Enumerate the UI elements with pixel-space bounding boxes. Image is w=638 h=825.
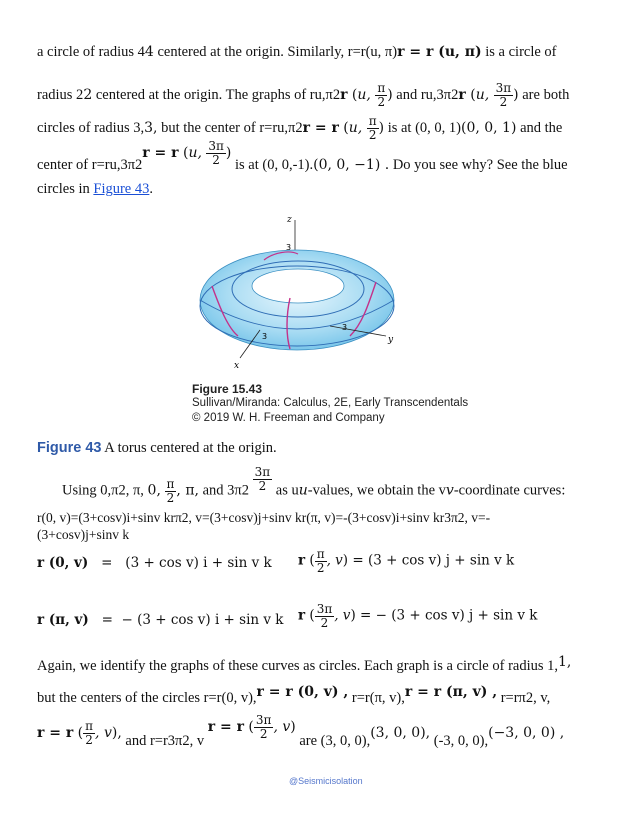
figure-credit-line: Sullivan/Miranda: Calculus, 2E, Early Transcendentals: [192, 397, 469, 409]
y-tick-label: 3: [342, 323, 348, 332]
text: circles in: [37, 181, 94, 197]
math: 3,: [144, 120, 158, 137]
fraction: $\frac{3\pi}{2}$: [316, 602, 333, 630]
text: (-3, 0, 0),: [430, 733, 489, 750]
math: r = r (0, v) ,: [256, 684, 349, 700]
equation-3: r (π, v) = − (3 + cos v) i + sin v k: [37, 612, 284, 628]
math: u: [298, 482, 308, 499]
text: and the: [516, 120, 563, 137]
math: u,: [188, 145, 202, 162]
math: r = r: [142, 145, 179, 162]
math: v: [445, 482, 454, 499]
text: radius 2: [37, 87, 84, 104]
math: r = r: [207, 719, 244, 736]
text: Using 0,π2, π,: [62, 482, 144, 499]
text: r=r(π, v),: [348, 690, 405, 706]
text: -values, we obtain the v: [307, 482, 446, 499]
text: -coordinate curves:: [453, 482, 566, 499]
text: but the center of r=ru,π2: [157, 120, 303, 137]
fraction: $\frac{3\pi}{2}$: [495, 81, 512, 109]
equation-1: r (0, v) = (3 + cos v) i + sin v k: [37, 555, 272, 571]
text: and 3π2: [198, 482, 253, 499]
math: , π,: [176, 482, 199, 499]
text: r=rπ2, v,: [497, 690, 551, 706]
text-line: center of r=ru,3π2r = r (u, $\frac{3\pi}{2}$ ) is at (0, 0,-1).(0, 0, −1) . Do you see why? See the blue: [37, 139, 568, 174]
torus-hole: [252, 269, 344, 303]
fraction: $\frac{\pi}{2}$: [368, 114, 377, 142]
text: is a circle of: [481, 44, 557, 60]
watermark: @Seismicisolation: [289, 776, 363, 786]
math: (0, 0, −1) .: [313, 157, 390, 174]
text: and r=r3π2, v: [121, 733, 205, 750]
z-axis-label: z: [287, 215, 292, 225]
fraction: $\frac{3\pi}{2}$: [254, 465, 271, 493]
text-line: (3+cosv)j+sinv k: [37, 527, 130, 542]
caption-label: Figure 43: [37, 440, 102, 456]
math: r: [458, 87, 466, 104]
figure-caption: [37, 440, 277, 457]
math: 2: [83, 87, 93, 104]
text: a circle of radius 4: [37, 44, 145, 60]
text: but the centers of the circles r=r(0, v),: [37, 690, 257, 706]
text: is at (0, 0, 1): [384, 120, 461, 137]
fraction: $\frac{\pi}{2}$: [377, 81, 386, 109]
math: u,: [348, 120, 363, 137]
fraction: $\frac{\pi}{2}$: [166, 477, 175, 505]
text: centered at the origin. The graphs of ru,π2: [92, 87, 341, 104]
caption-text: A torus centered at the origin.: [101, 440, 277, 456]
text: are both: [518, 87, 570, 104]
math: (3, 0, 0),: [370, 725, 431, 742]
math: r: [340, 87, 348, 104]
text: as u: [272, 482, 299, 499]
equation-2: r ( $\frac{\pi}{2}$ , v) = (3 + cos v) j + sin v k: [298, 547, 515, 575]
fraction: $\frac{3\pi}{2}$: [208, 139, 224, 167]
fraction: $\frac{\pi}{2}$: [85, 719, 94, 747]
math: 1,: [558, 654, 572, 670]
math: u,: [357, 87, 371, 104]
text: .: [149, 181, 153, 197]
text: Do you see why? See the blue: [389, 157, 568, 174]
figure-43-link[interactable]: Figure 43: [93, 181, 150, 197]
text-line: [37, 181, 153, 198]
text-line: r = r ( $\frac{\pi}{2}$ , v), and r=r3π2, v r = r ( $\frac{3\pi}{2}$ , v) are (3, 0, 0),(3, 0, 0), (-3, 0, 0),(−3, 0, 0) ,: [37, 713, 565, 750]
math: 0,: [147, 482, 161, 499]
math: u,: [475, 87, 490, 104]
text-line: [62, 465, 566, 505]
text: Again, we identify the graphs of these curves as circles. Each graph is a circle of radius 1,: [37, 658, 559, 674]
x-tick-label: 3: [262, 332, 268, 341]
text-line: circles of radius 3,3, but the center of r=ru,π2r = r (u, $\frac{\pi}{2}$ ) is at (0, 0, 1)(0, 0, 1) and the: [37, 114, 563, 142]
text: center of r=ru,3π2: [37, 157, 143, 174]
math: r = r: [302, 120, 339, 137]
figure-copyright: © 2019 W. H. Freeman and Company: [192, 412, 385, 424]
text-line: r(0, v)=(3+cosv)i+sinv krπ2, v=(3+cosv)j+sinv kr(π, v)=-(3+cosv)i+sinv kr3π2, v=-: [37, 510, 491, 525]
figure-number: Figure 15.43: [192, 382, 263, 396]
text-line: [37, 654, 572, 675]
math: 4: [144, 44, 154, 60]
z-tick-label: 3: [286, 243, 292, 252]
text: and ru,3π2: [392, 87, 459, 104]
math: (0, 0, 1): [460, 120, 517, 137]
fraction: $\frac{\pi}{2}$: [316, 547, 325, 575]
math: r = r (u, π): [397, 44, 482, 60]
text-line: [37, 684, 551, 707]
text-line: radius 22 centered at the origin. The graphs of ru,π2r (u, $\frac{\pi}{2}$ ) and ru,3π2r (u, $\frac{3\pi}{2}$ ) are both: [37, 81, 570, 109]
math: ,: [117, 725, 122, 742]
text: centered at the origin. Similarly, r=r(u, π): [153, 44, 398, 60]
x-axis-label: x: [234, 361, 240, 371]
math: r = r: [37, 725, 74, 742]
math: r = r (π, v) ,: [404, 684, 498, 700]
text-line: [37, 44, 557, 61]
text: are (3, 0, 0),: [295, 733, 371, 750]
text: circles of radius 3,: [37, 120, 145, 137]
y-axis-label: y: [388, 335, 394, 345]
equation-4: r ( $\frac{3\pi}{2}$ , v) = − (3 + cos v) j + sin v k: [298, 602, 538, 630]
math: (−3, 0, 0) ,: [488, 725, 565, 742]
torus-figure: [190, 208, 420, 383]
text: is at (0, 0,-1).: [234, 157, 314, 174]
fraction: $\frac{3\pi}{2}$: [255, 713, 272, 741]
